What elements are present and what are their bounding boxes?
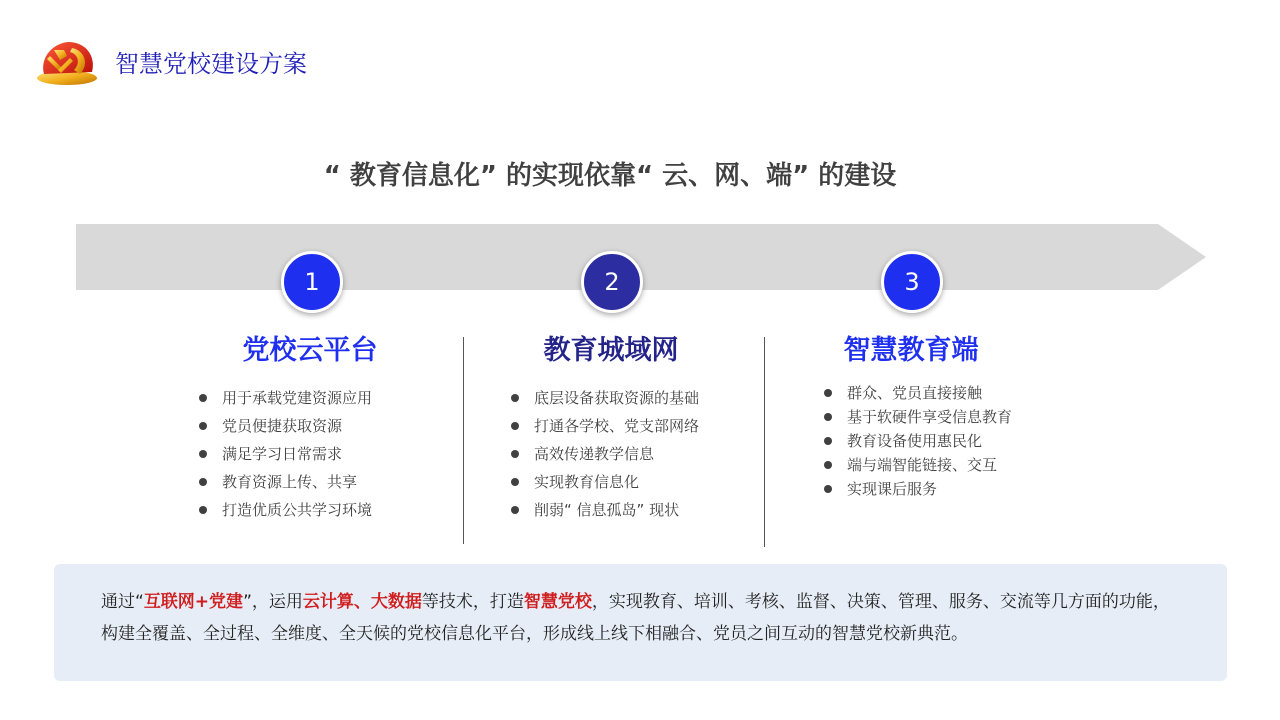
list-item: 实现教育信息化 [511, 468, 699, 496]
column-title-network: 教育城域网 [543, 335, 679, 366]
step-3-circle: 3 [881, 251, 943, 313]
list-item: 满足学习日常需求 [199, 440, 372, 468]
summary-highlight: 云计算、大数据 [302, 592, 422, 612]
main-heading: “ 教育信息化” 的实现依靠“ 云、网、端” 的建设 [323, 161, 897, 191]
column-2-list [511, 384, 699, 524]
summary-highlight: 智慧党校 [523, 592, 592, 612]
list-item: 用于承载党建资源应用 [199, 384, 372, 412]
list-item: 教育资源上传、共享 [199, 468, 372, 496]
step-1-circle: 1 [281, 251, 343, 313]
list-item: 基于软硬件享受信息教育 [824, 405, 1012, 429]
column-3-list [824, 381, 1012, 501]
list-item: 实现课后服务 [824, 477, 1012, 501]
summary-highlight: 互联网+党建 [143, 592, 244, 612]
column-title-terminal: 智慧教育端 [843, 335, 979, 366]
list-item: 打通各学校、党支部网络 [511, 412, 699, 440]
column-title-cloud: 党校云平台 [242, 335, 378, 366]
list-item: 党员便捷获取资源 [199, 412, 372, 440]
column-divider [463, 337, 464, 544]
list-item: 端与端智能链接、交互 [824, 453, 1012, 477]
list-item: 削弱“ 信息孤岛” 现状 [511, 496, 699, 524]
list-item: 底层设备获取资源的基础 [511, 384, 699, 412]
summary-text: 等技术，打造 [421, 592, 524, 612]
list-item: 高效传递教学信息 [511, 440, 699, 468]
step-2-circle: 2 [581, 251, 643, 313]
list-item: 打造优质公共学习环境 [199, 496, 372, 524]
column-divider [764, 337, 765, 547]
summary-text: ”，运用 [243, 592, 303, 612]
summary-text: 通过“ [101, 592, 144, 612]
column-1-list [199, 384, 372, 524]
party-emblem-icon [34, 34, 100, 88]
summary-box [54, 564, 1227, 681]
summary-text: ，实现教育、培训、考核、监督、决策、管理、服务、交流等几方面的功能，构建全覆盖、全过程、全维度、全天候的党校信息化平台，形成线上线下相融合、党员之间互动的智慧党校新典范。 [101, 592, 1170, 644]
list-item: 教育设备使用惠民化 [824, 429, 1012, 453]
list-item: 群众、党员直接接触 [824, 381, 1012, 405]
header-title: 智慧党校建设方案 [115, 50, 307, 78]
